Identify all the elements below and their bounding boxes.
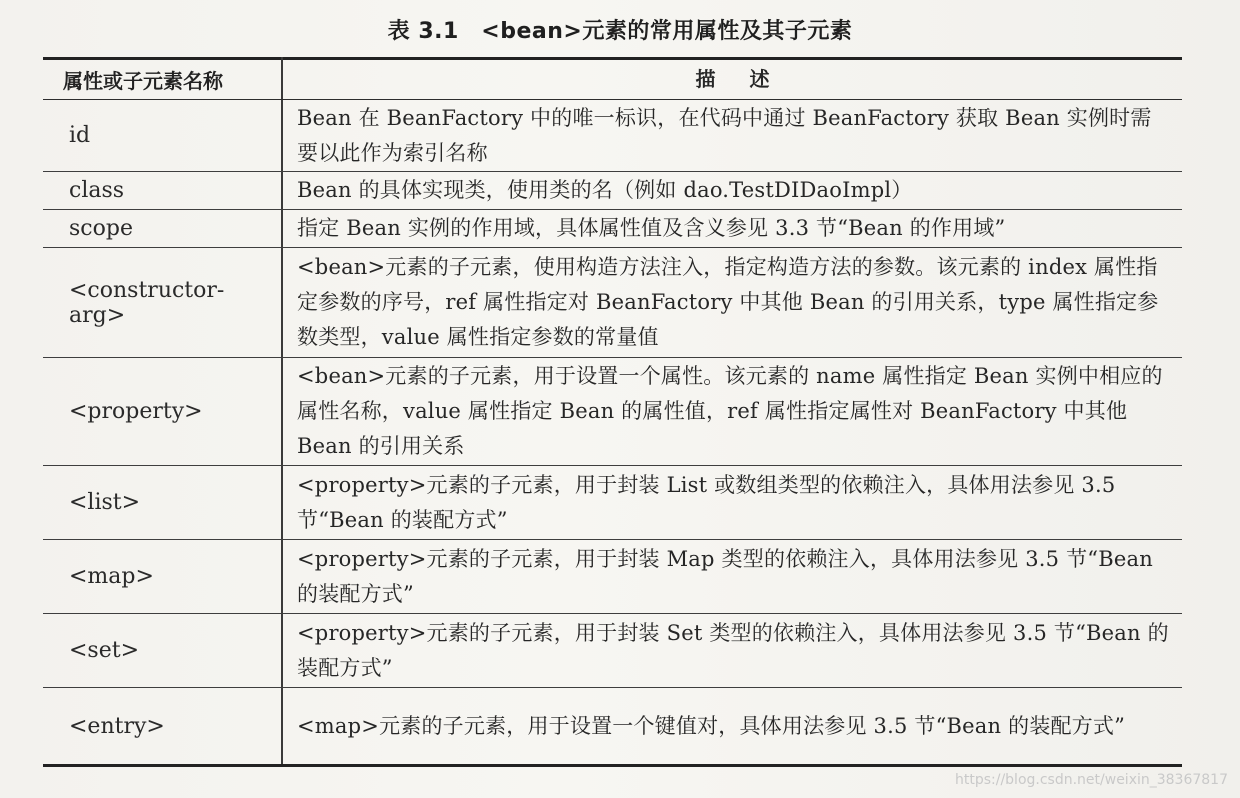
attributes-table [43, 57, 1182, 767]
table-row [43, 614, 1182, 688]
table-row [43, 248, 1182, 358]
row-name: <property> [69, 399, 203, 424]
row-name: <entry> [69, 713, 165, 739]
table-row [43, 210, 1182, 248]
row-desc: <property>元素的子元素，用于封装 Set 类型的依赖注入，具体用法参见 3.5 节“Bean 的装配方式” [297, 620, 1169, 680]
row-name: <constructor-arg> [69, 277, 225, 328]
row-desc: <map>元素的子元素，用于设置一个键值对，具体用法参见 3.5 节“Bean 的装配方式” [297, 713, 1126, 738]
header-name-cell: 属性或子元素名称 [63, 69, 223, 93]
row-desc: <property>元素的子元素，用于封装 Map 类型的依赖注入，具体用法参见 3.5 节“Bean 的装配方式” [297, 546, 1153, 606]
row-name: scope [69, 216, 133, 241]
table-header-row [43, 60, 1182, 100]
row-name: <set> [69, 638, 140, 663]
source-watermark: https://blog.csdn.net/weixin_38367817 [954, 772, 1228, 788]
table-caption: 表 3.1 <bean>元素的常用属性及其子元素 [387, 19, 853, 44]
table-row [43, 466, 1182, 540]
row-name: <list> [69, 490, 141, 515]
header-desc-cell: 描述 [695, 67, 804, 91]
row-desc: Bean 在 BeanFactory 中的唯一标识，在代码中通过 BeanFactory 获取 Bean 实例时需要以此作为索引名称 [297, 105, 1152, 165]
table-row [43, 100, 1182, 172]
row-desc: 指定 Bean 实例的作用域，具体属性值及含义参见 3.3 节“Bean 的作用域” [297, 216, 1006, 240]
table-bottom-rule [43, 764, 1182, 767]
table-row [43, 358, 1182, 466]
row-name: class [69, 178, 125, 203]
row-desc: <bean>元素的子元素，用于设置一个属性。该元素的 name 属性指定 Bean 实例中相应的属性名称，value 属性指定 Bean 的属性值，ref 属性指定属性对 BeanFactory 中其他 Bean 的引用关系 [297, 364, 1163, 458]
table-row [43, 540, 1182, 614]
row-name: <map> [69, 564, 154, 589]
row-name: id [69, 123, 91, 148]
row-desc: <property>元素的子元素，用于封装 List 或数组类型的依赖注入，具体用法参见 3.5 节“Bean 的装配方式” [297, 472, 1116, 532]
row-desc: <bean>元素的子元素，使用构造方法注入，指定构造方法的参数。该元素的 index 属性指定参数的序号，ref 属性指定对 BeanFactory 中其他 Bean 的引用关系，type 属性指定参数类型，value 属性指定参数的常量值 [297, 255, 1159, 349]
table-row [43, 688, 1182, 764]
table-row [43, 172, 1182, 210]
row-desc: Bean 的具体实现类，使用类的名（例如 dao.TestDIDaoImpl） [297, 178, 913, 202]
